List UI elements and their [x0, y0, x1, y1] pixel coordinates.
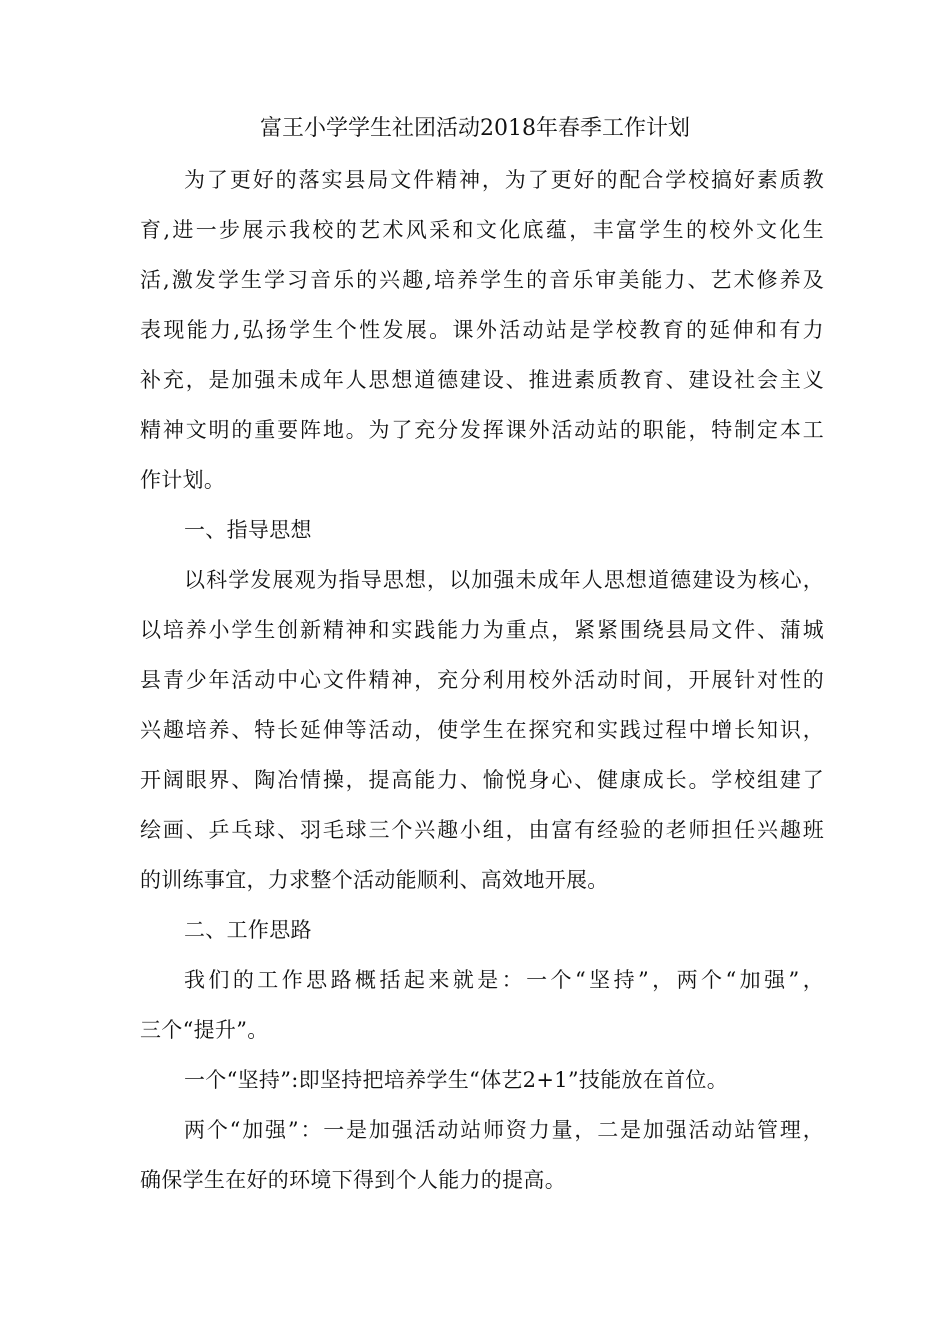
paragraph-line: 以科学发展观为指导思想，以加强未成年人思想道德建设为核心，: [184, 568, 824, 592]
paragraph-line: 兴趣培养、特长延伸等活动，使学生在探究和实践过程中增长知识，: [140, 718, 824, 742]
paragraph-line: 绘画、乒乓球、羽毛球三个兴趣小组，由富有经验的老师担任兴趣班: [140, 818, 824, 842]
paragraph-line: 作计划。: [140, 468, 226, 492]
paragraph-line: 确保学生在好的环境下得到个人能力的提高。: [140, 1168, 566, 1192]
paragraph-line: 的训练事宜，力求整个活动能顺利、高效地开展。: [140, 868, 609, 892]
paragraph-line: 一个“坚持”:即坚持把培养学生“体艺2+1”技能放在首位。: [184, 1068, 729, 1092]
paragraph-line: 我们的工作思路概括起来就是：一个“坚持”，两个“加强”，: [184, 968, 824, 992]
paragraph-line: 县青少年活动中心文件精神，充分利用校外活动时间，开展针对性的: [140, 668, 824, 692]
paragraph-line: 育,进一步展示我校的艺术风采和文化底蕴，丰富学生的校外文化生: [140, 218, 824, 242]
paragraph-line: 表现能力,弘扬学生个性发展。课外活动站是学校教育的延伸和有力: [140, 318, 824, 342]
document-body: [140, 155, 824, 1205]
section-heading: 一、指导思想: [184, 518, 312, 542]
paragraph-line: 活,激发学生学习音乐的兴趣,培养学生的音乐审美能力、艺术修养及: [140, 268, 824, 292]
paragraph-line: 为了更好的落实县局文件精神，为了更好的配合学校搞好素质教: [184, 168, 824, 192]
document-title: 富王小学学生社团活动2018年春季工作计划: [260, 116, 690, 141]
section-heading: 二、工作思路: [184, 918, 312, 942]
paragraph-line: 精神文明的重要阵地。为了充分发挥课外活动站的职能，特制定本工: [140, 418, 824, 442]
paragraph-line: 三个“提升”。: [140, 1018, 269, 1042]
paragraph-line: 两个“加强”：一是加强活动站师资力量，二是加强活动站管理，: [184, 1118, 824, 1142]
paragraph-line: 以培养小学生创新精神和实践能力为重点，紧紧围绕县局文件、蒲城: [140, 618, 824, 642]
paragraph-line: 开阔眼界、陶冶情操，提高能力、愉悦身心、健康成长。学校组建了: [140, 768, 824, 792]
paragraph-line: 补充，是加强未成年人思想道德建设、推进素质教育、建设社会主义: [140, 368, 824, 392]
